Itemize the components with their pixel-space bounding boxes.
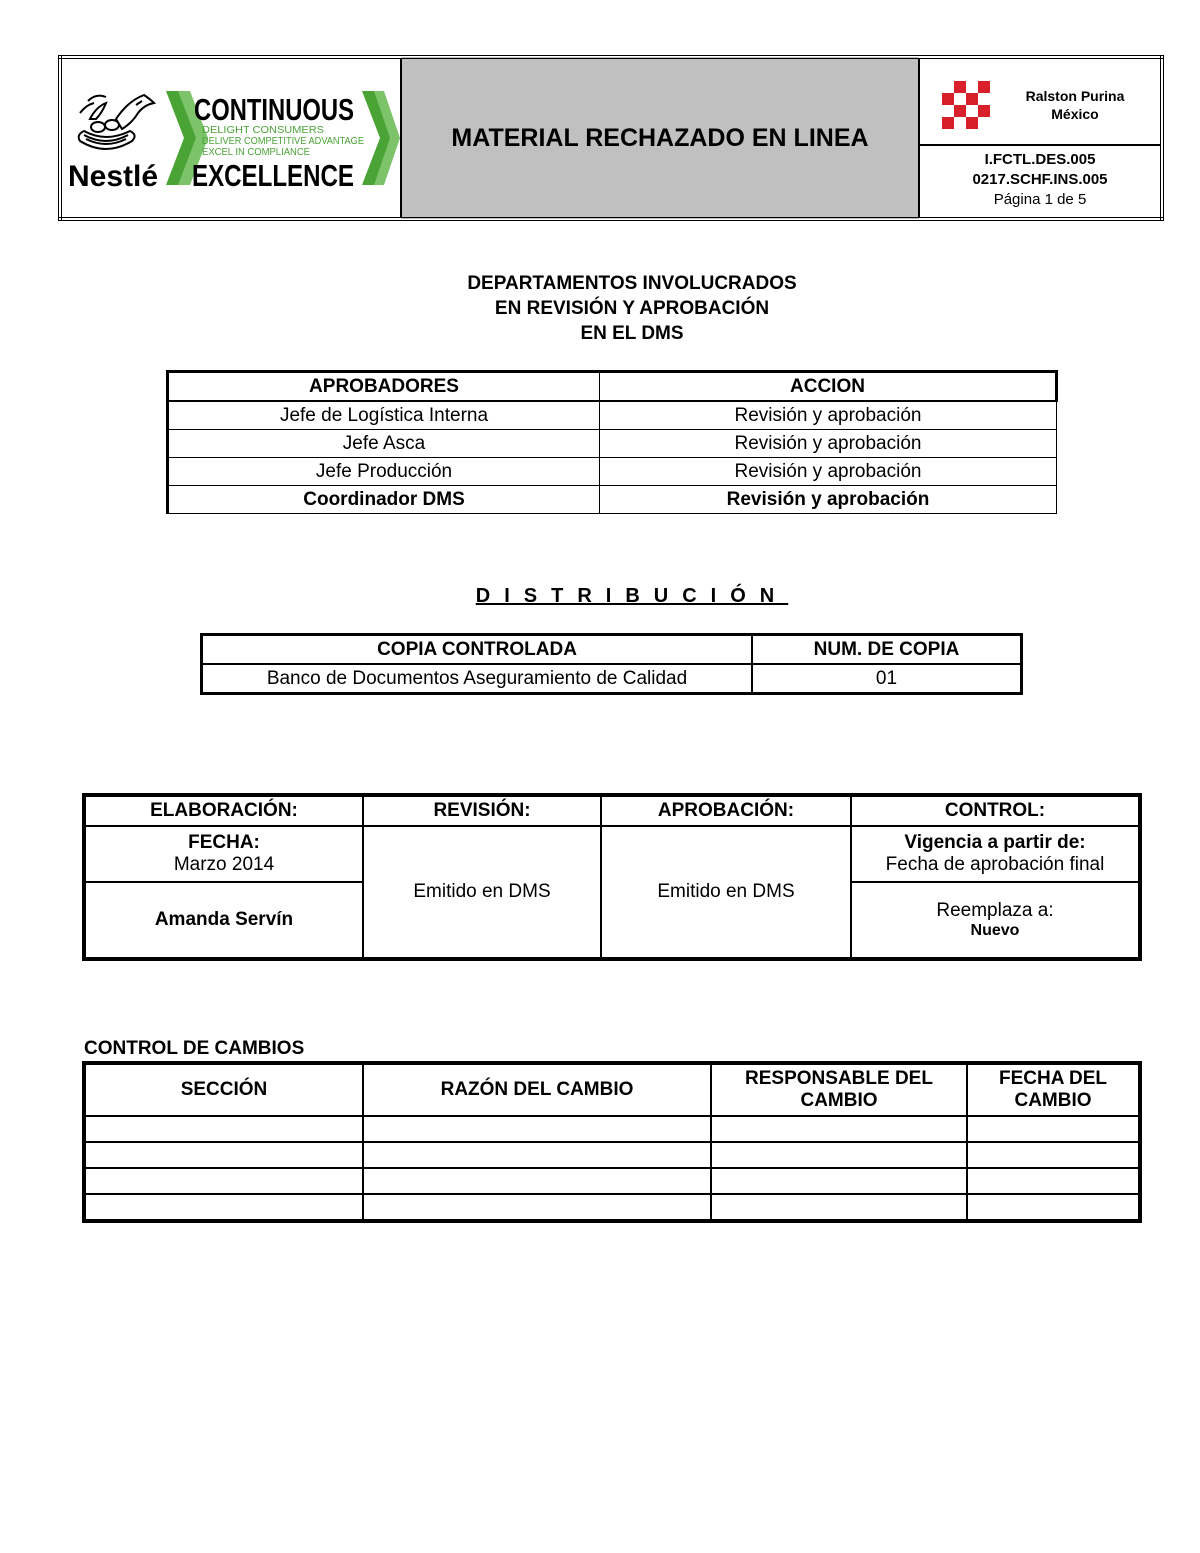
date-label: FECHA: <box>188 832 260 853</box>
company-box <box>920 66 1160 146</box>
table-row <box>168 430 1057 458</box>
empty-cell <box>363 1116 711 1142</box>
approver-cell: Jefe Producción <box>168 458 600 486</box>
nestle-wordmark: Nestlé <box>68 160 159 193</box>
empty-cell <box>84 1168 363 1194</box>
empty-cell <box>967 1168 1140 1194</box>
table-row <box>84 1168 1140 1194</box>
nestle-logo-cell <box>60 57 401 219</box>
distribution-table <box>200 633 1023 695</box>
elaboration-header: ELABORACIÓN: <box>84 795 363 826</box>
table-row <box>168 486 1057 514</box>
empty-cell <box>84 1194 363 1221</box>
empty-cell <box>711 1194 967 1221</box>
empty-cell <box>363 1194 711 1221</box>
validity-cell <box>851 826 1140 882</box>
table-row <box>168 458 1057 486</box>
date-cell <box>84 826 363 882</box>
document-code-2: 0217.SCHF.INS.005 <box>972 171 1108 188</box>
empty-cell <box>84 1142 363 1168</box>
approver-cell: Jefe de Logística Interna <box>168 401 600 430</box>
empty-cell <box>967 1194 1140 1221</box>
action-cell: Revisión y aprobación <box>600 401 1057 430</box>
validity-value: Fecha de aprobación final <box>885 854 1105 875</box>
change-date-header: FECHA DEL CAMBIO <box>967 1063 1140 1116</box>
company-cell <box>919 57 1162 219</box>
date-value: Marzo 2014 <box>173 854 275 875</box>
table-row <box>84 1142 1140 1168</box>
validity-label: Vigencia a partir de: <box>904 832 1086 853</box>
company-name <box>990 87 1160 123</box>
document-code-1: I.FCTL.DES.005 <box>984 151 1096 168</box>
action-cell: Revisión y aprobación <box>600 486 1057 514</box>
action-cell: Revisión y aprobación <box>600 430 1057 458</box>
section-header: SECCIÓN <box>84 1063 363 1116</box>
excellence-wordmark: EXCELLENCE <box>192 158 354 193</box>
approval-table <box>82 793 1142 961</box>
empty-cell <box>84 1116 363 1142</box>
document-header <box>58 55 1164 221</box>
approval-header: APROBACIÓN: <box>601 795 851 826</box>
controlled-copy-cell: Banco de Documentos Aseguramiento de Calidad <box>202 664 753 694</box>
approvers-header: APROBADORES <box>168 372 600 402</box>
empty-cell <box>711 1142 967 1168</box>
action-header: ACCION <box>600 372 1057 402</box>
control-header: CONTROL: <box>851 795 1140 826</box>
revision-cell: Emitido en DMS <box>363 826 601 959</box>
purina-checkerboard-icon <box>942 81 990 129</box>
empty-cell <box>711 1116 967 1142</box>
logo-line-3: EXCEL IN COMPLIANCE <box>202 147 311 158</box>
controlled-copy-header: COPIA CONTROLADA <box>202 635 753 665</box>
empty-cell <box>967 1116 1140 1142</box>
distribution-title: DISTRIBUCIÓN <box>475 585 789 607</box>
departments-title-line-2: EN REVISIÓN Y APROBACIÓN <box>494 298 770 319</box>
table-row <box>202 664 1022 694</box>
revision-header: REVISIÓN: <box>363 795 601 826</box>
departments-title-line-3: EN EL DMS <box>580 323 684 344</box>
logo-line-1: DELIGHT CONSUMERS <box>202 125 325 136</box>
continuous-wordmark: CONTINUOUS <box>194 92 354 127</box>
replaces-cell <box>851 882 1140 959</box>
company-line-2: México <box>1051 106 1099 122</box>
change-control-title: CONTROL DE CAMBIOS <box>84 1038 305 1059</box>
copy-number-cell: 01 <box>752 664 1022 694</box>
empty-cell <box>967 1142 1140 1168</box>
replaces-label: Reemplaza a: <box>936 900 1054 921</box>
departments-title <box>0 271 1200 346</box>
table-row <box>168 401 1057 430</box>
page-number: Página 1 de 5 <box>993 191 1087 208</box>
author-cell: Amanda Servín <box>84 882 363 959</box>
logo-line-2: DELIVER COMPETITIVE ADVANTAGE <box>202 136 365 147</box>
empty-cell <box>363 1168 711 1194</box>
action-cell: Revisión y aprobación <box>600 458 1057 486</box>
document-title: MATERIAL RECHAZADO EN LINEA <box>401 57 919 219</box>
copy-number-header: NUM. DE COPIA <box>752 635 1022 665</box>
table-row <box>84 1194 1140 1221</box>
change-control-table <box>82 1061 1142 1223</box>
nest-icon <box>79 95 154 149</box>
departments-title-line-1: DEPARTAMENTOS INVOLUCRADOS <box>467 273 797 294</box>
reason-header: RAZÓN DEL CAMBIO <box>363 1063 711 1116</box>
approver-cell: Jefe Asca <box>168 430 600 458</box>
empty-cell <box>711 1168 967 1194</box>
approvers-table <box>166 370 1058 514</box>
approver-cell: Coordinador DMS <box>168 486 600 514</box>
document-codes <box>920 146 1160 210</box>
approval-cell: Emitido en DMS <box>601 826 851 959</box>
table-row <box>84 1116 1140 1142</box>
empty-cell <box>363 1142 711 1168</box>
responsible-header: RESPONSABLE DEL CAMBIO <box>711 1063 967 1116</box>
company-line-1: Ralston Purina <box>1025 88 1125 104</box>
nestle-continuous-excellence-logo <box>66 83 400 193</box>
replaces-value: Nuevo <box>970 922 1020 939</box>
